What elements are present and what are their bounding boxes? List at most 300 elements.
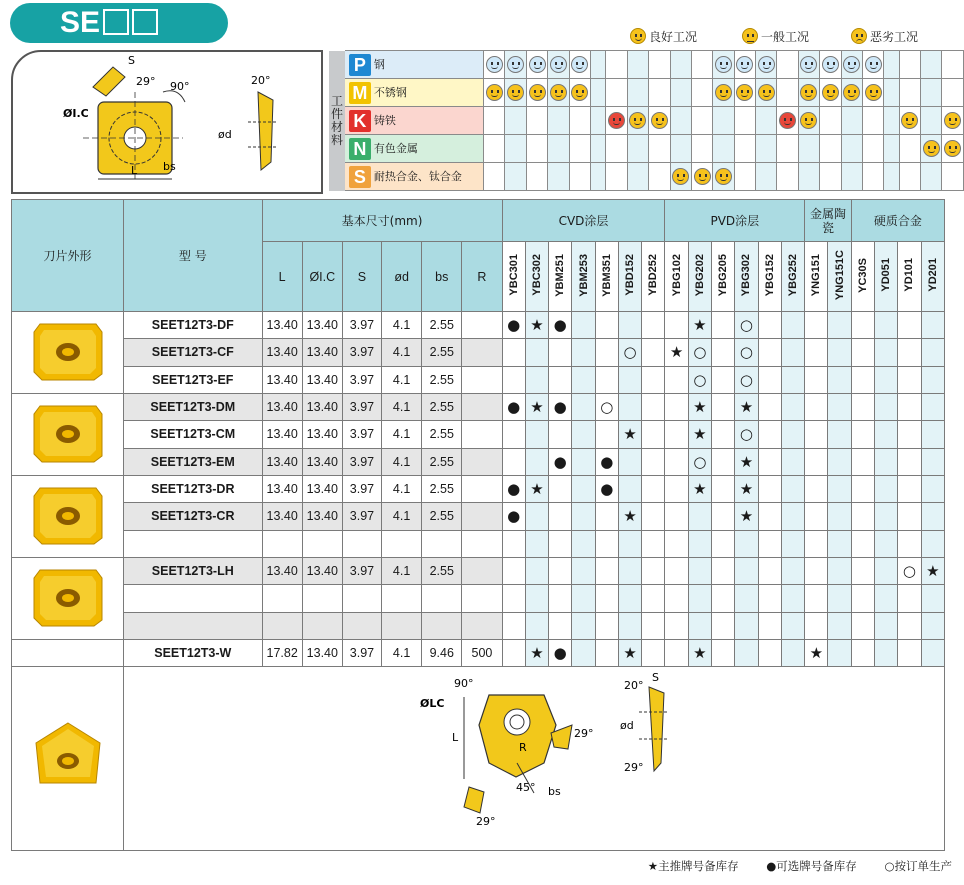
- rating-cell: [548, 135, 569, 163]
- dim-col-header: ØI.C: [302, 242, 342, 312]
- grade-cell: [712, 612, 735, 639]
- dim-cell: [462, 530, 502, 557]
- insert-square-icon: [30, 318, 106, 384]
- grade-cell: [735, 612, 758, 639]
- rating-cell: [526, 135, 547, 163]
- grade-cell: ○: [595, 394, 618, 421]
- grade-cell: [758, 503, 781, 530]
- grade-cell: [665, 421, 688, 448]
- grade-cell: [921, 585, 944, 612]
- material-letter: M: [349, 82, 371, 104]
- grade-cell: [712, 640, 735, 667]
- grade-cell: [758, 448, 781, 475]
- rating-cell: [569, 51, 590, 79]
- material-table: [329, 50, 964, 191]
- rating-cell: [777, 163, 798, 191]
- grade-cell: [502, 612, 525, 639]
- series-title: SE: [10, 3, 228, 43]
- grade-cell: [712, 366, 735, 393]
- rating-cell: [862, 51, 883, 79]
- dim-cell: 3.97: [342, 339, 381, 366]
- dim-cell: [302, 612, 342, 639]
- rating-cell: [841, 107, 862, 135]
- grade-cell: [875, 530, 898, 557]
- grade-cell: [735, 558, 758, 585]
- rating-cell: [606, 135, 627, 163]
- rating-cell: [884, 107, 899, 135]
- grade-cell: [828, 558, 851, 585]
- dim-cell: 13.40: [262, 476, 302, 503]
- grade-cell: [875, 558, 898, 585]
- label-s: S: [128, 54, 135, 67]
- grade-cell: [828, 339, 851, 366]
- grade-cell: ●: [595, 448, 618, 475]
- grade-cell: [525, 612, 548, 639]
- header-shape: 刀片外形: [12, 200, 124, 312]
- label-29: 29°: [136, 75, 156, 88]
- rating-cell: [884, 163, 899, 191]
- dim-cell: 4.1: [382, 394, 422, 421]
- grade-cell: [805, 339, 828, 366]
- normal-condition-icon: [742, 28, 758, 44]
- grade-cell: [805, 421, 828, 448]
- grade-cell: [665, 366, 688, 393]
- dim-cell: 4.1: [382, 366, 422, 393]
- grade-cell: [549, 476, 572, 503]
- grade-cell: [642, 312, 665, 339]
- grade-cell: [735, 530, 758, 557]
- grade-col-header: YBC301: [502, 242, 525, 312]
- grade-cell: [618, 476, 641, 503]
- grade-cell: [875, 394, 898, 421]
- grade-cell: [805, 448, 828, 475]
- grade-cell: [851, 585, 874, 612]
- dim-cell: 9.46: [422, 640, 462, 667]
- header-cvd: CVD涂层: [502, 200, 665, 242]
- dim-cell: 2.55: [422, 476, 462, 503]
- material-name: 钢: [373, 57, 385, 71]
- header-model: 型 号: [124, 200, 263, 312]
- rating-cell: [713, 163, 734, 191]
- insert-shape-cell: [12, 667, 124, 851]
- good-condition-icon: [736, 56, 753, 73]
- grade-cell: ★: [735, 476, 758, 503]
- label-29b: 29°: [476, 815, 496, 828]
- rating-cell: [526, 51, 547, 79]
- table-row: [12, 394, 945, 421]
- rating-cell: [484, 79, 505, 107]
- rating-cell: [484, 51, 505, 79]
- grade-cell: [665, 530, 688, 557]
- grade-col-header: YBC302: [525, 242, 548, 312]
- normal-condition-icon: [715, 168, 732, 185]
- insert-w-icon: [28, 717, 108, 797]
- dim-cell: 13.40: [302, 394, 342, 421]
- grade-cell: [781, 558, 804, 585]
- grade-cell: [595, 530, 618, 557]
- grade-cell: [688, 530, 711, 557]
- grade-cell: [828, 530, 851, 557]
- label-29: 29°: [574, 727, 594, 740]
- dim-cell: 3.97: [342, 476, 381, 503]
- rating-cell: [777, 79, 798, 107]
- grade-cell: [525, 339, 548, 366]
- grade-cell: [502, 530, 525, 557]
- grade-cell: [618, 585, 641, 612]
- grade-cell: [875, 421, 898, 448]
- table-row: [12, 585, 945, 612]
- grade-cell: ●: [549, 448, 572, 475]
- rating-cell: [862, 79, 883, 107]
- rating-cell: [798, 135, 819, 163]
- model-cell: [124, 612, 263, 639]
- normal-condition-icon: [715, 84, 732, 101]
- rating-cell: [777, 135, 798, 163]
- good-condition-icon: [715, 56, 732, 73]
- material-s: [345, 163, 484, 191]
- grade-cell: [595, 366, 618, 393]
- grade-cell: [525, 585, 548, 612]
- label-45: 45°: [516, 781, 536, 794]
- grade-cell: [618, 312, 641, 339]
- rating-cell: [713, 79, 734, 107]
- grade-cell: [898, 530, 921, 557]
- dim-cell: [422, 585, 462, 612]
- grade-cell: [851, 366, 874, 393]
- rating-cell: [777, 107, 798, 135]
- grade-cell: [735, 640, 758, 667]
- grade-cell: ★: [688, 421, 711, 448]
- dim-cell: 4.1: [382, 503, 422, 530]
- dim-cell: 13.40: [302, 312, 342, 339]
- grade-cell: [898, 640, 921, 667]
- grade-cell: [781, 612, 804, 639]
- dim-cell: 2.55: [422, 312, 462, 339]
- rating-cell: [820, 79, 841, 107]
- rating-cell: [756, 51, 777, 79]
- grade-cell: [805, 394, 828, 421]
- grade-cell: [875, 448, 898, 475]
- good-condition-icon: [800, 56, 817, 73]
- grade-cell: [851, 394, 874, 421]
- grade-cell: ★: [688, 394, 711, 421]
- good-condition-icon: [923, 140, 940, 157]
- good-condition-icon: [630, 28, 646, 44]
- model-cell: SEET12T3-EM: [124, 448, 263, 475]
- grade-cell: [758, 612, 781, 639]
- grade-cell: ●: [549, 394, 572, 421]
- rating-cell: [862, 135, 883, 163]
- rating-cell: [841, 51, 862, 79]
- dim-cell: [462, 312, 502, 339]
- rating-cell: [590, 135, 605, 163]
- material-letter: S: [349, 166, 371, 188]
- rating-cell: [798, 107, 819, 135]
- dim-cell: 2.55: [422, 339, 462, 366]
- grade-cell: [665, 312, 688, 339]
- rating-cell: [606, 51, 627, 79]
- rating-cell: [798, 163, 819, 191]
- grade-cell: [712, 421, 735, 448]
- good-condition-icon: [529, 56, 546, 73]
- rating-cell: [526, 163, 547, 191]
- grade-cell: ○: [688, 339, 711, 366]
- grade-cell: [665, 503, 688, 530]
- grade-col-header: YBM251: [549, 242, 572, 312]
- model-cell: SEET12T3-W: [124, 640, 263, 667]
- grade-cell: ○: [735, 339, 758, 366]
- rating-cell: [484, 107, 505, 135]
- material-m: [345, 79, 484, 107]
- rating-cell: [899, 51, 920, 79]
- rating-cell: [691, 79, 712, 107]
- grade-cell: [525, 448, 548, 475]
- grade-cell: [921, 503, 944, 530]
- grade-cell: [665, 476, 688, 503]
- rating-cell: [734, 163, 755, 191]
- dim-cell: 3.97: [342, 421, 381, 448]
- rating-cell: [569, 107, 590, 135]
- rating-cell: [841, 135, 862, 163]
- table-row: [12, 448, 945, 475]
- dim-cell: 3.97: [342, 366, 381, 393]
- rating-cell: [734, 51, 755, 79]
- grade-cell: [921, 394, 944, 421]
- dim-cell: 13.40: [302, 558, 342, 585]
- grade-cell: [781, 366, 804, 393]
- grade-cell: [572, 394, 595, 421]
- header-dims: 基本尺寸(mm): [262, 200, 502, 242]
- rating-cell: [798, 51, 819, 79]
- dim-cell: 4.1: [382, 476, 422, 503]
- grade-col-header: YBG252: [781, 242, 804, 312]
- material-name: 铸铁: [373, 113, 396, 127]
- grade-cell: ★: [735, 448, 758, 475]
- bad-condition-icon: [571, 84, 588, 101]
- grade-cell: [712, 585, 735, 612]
- grade-cell: [828, 612, 851, 639]
- grade-cell: [642, 421, 665, 448]
- grade-cell: [642, 612, 665, 639]
- normal-condition-icon: [822, 84, 839, 101]
- grade-cell: [875, 503, 898, 530]
- grade-cell: [781, 503, 804, 530]
- dim-cell: [462, 558, 502, 585]
- dim-cell: 13.40: [262, 366, 302, 393]
- w-insert-diagram: [124, 667, 945, 851]
- grade-cell: [525, 530, 548, 557]
- grade-cell: [921, 421, 944, 448]
- label-29c: 29°: [624, 761, 644, 774]
- rating-cell: [670, 163, 691, 191]
- rating-cell: [713, 107, 734, 135]
- rating-cell: [649, 51, 670, 79]
- rating-cell: [505, 51, 526, 79]
- model-cell: SEET12T3-DM: [124, 394, 263, 421]
- rating-cell: [820, 51, 841, 79]
- model-cell: [124, 585, 263, 612]
- grade-cell: [828, 585, 851, 612]
- grade-cell: [688, 503, 711, 530]
- grade-cell: [572, 640, 595, 667]
- grade-cell: [642, 585, 665, 612]
- grade-cell: [851, 339, 874, 366]
- grade-cell: [642, 558, 665, 585]
- label-ilc: ØLC: [420, 697, 445, 710]
- grade-cell: [549, 530, 572, 557]
- grade-cell: [595, 558, 618, 585]
- grade-cell: ★: [525, 476, 548, 503]
- grade-cell: ●: [502, 476, 525, 503]
- rating-cell: [670, 79, 691, 107]
- grade-cell: [805, 530, 828, 557]
- rating-cell: [548, 107, 569, 135]
- grade-cell: [712, 312, 735, 339]
- grade-cell: [851, 558, 874, 585]
- grade-cell: [781, 640, 804, 667]
- rating-cell: [921, 163, 942, 191]
- grade-cell: [805, 366, 828, 393]
- insert-shape-cell: [12, 312, 124, 394]
- grade-cell: [781, 421, 804, 448]
- table-row: [12, 366, 945, 393]
- good-condition-icon: [779, 112, 796, 129]
- grade-cell: [851, 312, 874, 339]
- grade-cell: [851, 476, 874, 503]
- table-row: [12, 503, 945, 530]
- rating-cell: [862, 107, 883, 135]
- dim-col-header: L: [262, 242, 302, 312]
- grade-cell: [688, 585, 711, 612]
- label-l: L: [131, 164, 138, 177]
- insert-geometry-diagram: [11, 50, 323, 194]
- grade-cell: [642, 640, 665, 667]
- grade-cell: [525, 503, 548, 530]
- grade-cell: [921, 476, 944, 503]
- rating-cell: [942, 107, 964, 135]
- rating-cell: [590, 163, 605, 191]
- grade-cell: [781, 394, 804, 421]
- rating-cell: [756, 163, 777, 191]
- dim-cell: [462, 476, 502, 503]
- grade-cell: [828, 421, 851, 448]
- header-pvd: PVD涂层: [665, 200, 805, 242]
- rating-cell: [820, 135, 841, 163]
- rating-cell: [590, 79, 605, 107]
- grade-cell: [805, 476, 828, 503]
- rating-cell: [505, 107, 526, 135]
- grade-cell: [525, 366, 548, 393]
- bad-condition-icon: [865, 56, 882, 73]
- grade-cell: [595, 503, 618, 530]
- grade-cell: ★: [688, 640, 711, 667]
- table-row: [12, 640, 945, 667]
- dim-cell: 13.40: [302, 503, 342, 530]
- grade-cell: [549, 366, 572, 393]
- normal-condition-icon: [507, 84, 524, 101]
- grade-col-header: YC30S: [851, 242, 874, 312]
- table-row: [12, 530, 945, 557]
- workpiece-material-label: 工 件 材 料: [329, 51, 345, 191]
- rating-cell: [884, 51, 899, 79]
- legend-normal: 一般工况: [742, 28, 809, 45]
- dim-cell: 3.97: [342, 312, 381, 339]
- grade-cell: [642, 339, 665, 366]
- grade-cell: [642, 530, 665, 557]
- legend-circle: ○按订单生产: [884, 859, 952, 873]
- bad-condition-icon: [758, 84, 775, 101]
- grade-cell: [875, 612, 898, 639]
- rating-cell: [649, 107, 670, 135]
- grade-cell: [665, 585, 688, 612]
- rating-cell: [841, 79, 862, 107]
- grade-cell: [898, 421, 921, 448]
- grade-col-header: YNG151: [805, 242, 828, 312]
- grade-cell: [712, 448, 735, 475]
- insert-square-icon: [30, 564, 106, 630]
- good-condition-icon: [608, 112, 625, 129]
- rating-cell: [691, 135, 712, 163]
- grade-cell: [758, 558, 781, 585]
- rating-cell: [884, 79, 899, 107]
- dim-cell: 2.55: [422, 558, 462, 585]
- legend-good: 良好工况: [630, 28, 697, 45]
- grade-cell: [572, 312, 595, 339]
- grade-cell: [851, 612, 874, 639]
- grade-cell: [688, 612, 711, 639]
- rating-cell: [820, 107, 841, 135]
- dim-cell: 2.55: [422, 503, 462, 530]
- dim-cell: 3.97: [342, 558, 381, 585]
- rating-cell: [484, 163, 505, 191]
- grade-cell: [921, 366, 944, 393]
- product-table: [11, 199, 945, 851]
- rating-cell: [670, 51, 691, 79]
- grade-cell: [549, 421, 572, 448]
- rating-cell: [713, 51, 734, 79]
- grade-cell: [758, 530, 781, 557]
- dim-cell: 2.55: [422, 394, 462, 421]
- rating-cell: [548, 163, 569, 191]
- material-name: 不锈钢: [373, 85, 407, 99]
- dim-cell: [262, 530, 302, 557]
- dim-cell: 13.40: [262, 339, 302, 366]
- dim-cell: 13.40: [262, 558, 302, 585]
- rating-cell: [691, 163, 712, 191]
- rating-cell: [691, 107, 712, 135]
- grade-cell: [595, 612, 618, 639]
- rating-cell: [899, 163, 920, 191]
- dim-cell: 13.40: [262, 312, 302, 339]
- grade-cell: [595, 640, 618, 667]
- dim-cell: [462, 448, 502, 475]
- rating-cell: [734, 135, 755, 163]
- rating-cell: [569, 79, 590, 107]
- grade-cell: [781, 312, 804, 339]
- dim-cell: [382, 585, 422, 612]
- grade-cell: ★: [525, 312, 548, 339]
- grade-cell: [758, 421, 781, 448]
- normal-condition-icon: [529, 84, 546, 101]
- grade-cell: [618, 612, 641, 639]
- bad-condition-icon: [851, 28, 867, 44]
- grade-cell: [875, 585, 898, 612]
- rating-cell: [627, 163, 648, 191]
- grade-cell: [502, 366, 525, 393]
- grade-cell: [898, 339, 921, 366]
- dim-cell: 13.40: [302, 421, 342, 448]
- material-name: 耐热合金、钛合金: [373, 169, 462, 183]
